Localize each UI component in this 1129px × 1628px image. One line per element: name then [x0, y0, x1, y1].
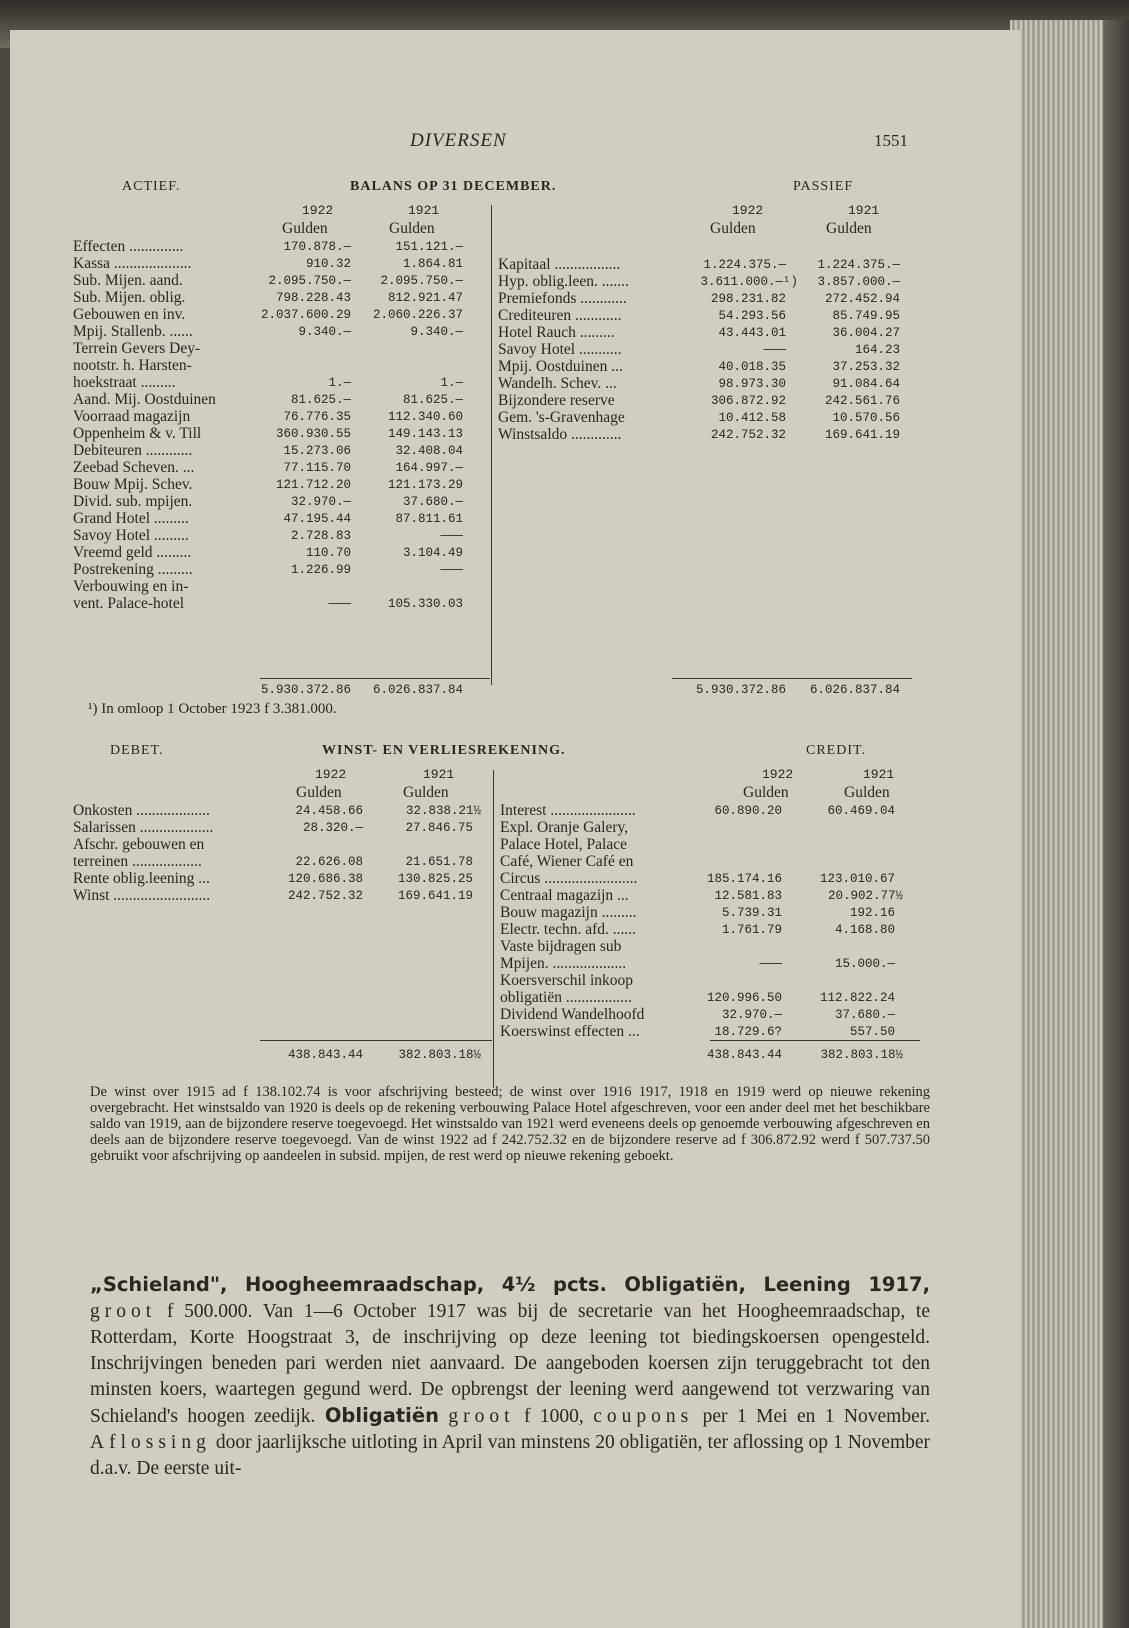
balans-title: BALANS OP 31 DECEMBER. — [350, 179, 557, 194]
schieland-amount: f 500.000. — [166, 1301, 253, 1322]
balans-actief-label: ACTIEF. — [122, 179, 181, 194]
winst-note-paragraph: De winst over 1915 ad f 138.102.74 is voor afschrijving besteed; de winst over 1916 1917, 1918 en 1919 werd op nieuwe rekening overgebracht. Het winstsaldo van 1920 is deels op de rekening verbouwing Palace Hotel afgeschreven, voor een ander deel met het beschikbare saldo van 1919, aan de bijzondere reserve toegevoegd. Het winstsaldo van 1921 werd eveneens deels op genoemde verbouwing afgeschreven en deels aan de bijzondere reserve toegevoegd. Van de winst 1922 ad f 242.752.32 en de bijzondere reserve ad f 306.872.92 werd f 507.737.50 gebruikt voor afschrijving op aandeelen in subsid. mpijen, de rest werd op nieuwe rekening geboekt. — [90, 1084, 930, 1164]
schieland-amount-2: f 1000, — [524, 1406, 584, 1427]
winst-total-rule-right — [710, 1040, 920, 1041]
winst-total-right-1922: 438.843.44 — [706, 1048, 782, 1062]
schieland-body-3: door jaarlijksche uitloting in April van minstens 20 obligatiën, ter aflossing op 1 November d.a.v. De eerste uit- — [90, 1432, 931, 1479]
running-header: DIVERSEN — [410, 130, 507, 151]
balans-footnote: ¹) In omloop 1 October 1923 f 3.381.000. — [88, 701, 337, 717]
winst-total-right-1921: 382.803.18½ — [820, 1048, 903, 1062]
winst-left-year-1922: 1922 — [315, 767, 347, 782]
winst-left-unit-1922: Gulden — [296, 784, 342, 801]
schieland-body-1: Van 1—6 October 1917 was bij de secretarie van het Hoogheemraadschap, te Rotterdam, Korte Hoogstraat 3, de inschrijving op deze leening tot biedingskoersen opengesteld. Inschrijvingen beneden pari werden niet aanvaard. De aangeboden koersen zijn teruggebracht tot den minsten koers, waartegen gegund werd. De opbrengst der leening werd aangewend tot verzwaring van Schieland's hoogen zeedijk. — [90, 1301, 930, 1427]
winst-total-left-1922: 438.843.44 — [287, 1048, 363, 1062]
winst-right-year-1922: 1922 — [762, 767, 794, 782]
balans-total-left-1921: 6.026.837.84 — [372, 683, 463, 697]
winst-right-unit-1921: Gulden — [844, 784, 890, 801]
book-page: DIVERSEN 1551 ACTIEF. BALANS OP 31 DECEMBER. PASSIEF 1922 1921 Gulden Gulden 1922 1921 Gulden Gulden Effecten .............. 170.878.— 151.121.— Kassa .................... 910.32 1.864.81 Sub. Mijen. aand. 2.095.750.— 2.095.750.— Sub. Mijen. oblig. 798.228.43 812.921.47 Gebouwen en inv. 2.037.600.29 2.060.226.37 Mpij. Stallenb. ...... 9.340.— 9.340.— Terrein Gevers Dey- nootstr. h. Harsten- hoekstraat ......... 1.— 1.— Aand. Mij. Oostduinen 81.625.— 81.625.— Voorraad magazijn 76.776.35 112.340.60 Oppenheim & v. Till 360.930.55 149.143.13 Debiteuren ............ 15.273.06 32.408.04 Zeebad Scheven. ... 77.115.70 164.997.— Bouw Mpij. Schev. 121.712.20 121.173.29 Divid. sub. mpijen. 32.970.— 37.680.— Grand Hotel ......... 47.195.44 87.811.61 Savoy Hotel ......... 2.728.83 ——— Vreemd geld ......... 110.70 3.104.49 Postrekening ......... 1.226.99 ——— Verbouwing en in- vent. Palace-hotel ——— 105.330.03 Kapitaal ................. 1.224.375.— 1.224.375.— Hyp. oblig.leen. ....... 3.611.000.—¹) 3.857.000.— Premiefonds ............ 298.231.82 272.452.94 Crediteuren ............ 54.293.56 85.749.95 Hotel Rauch ......... 43.443.01 36.004.27 Savoy Hotel ........... ——— 164.23 Mpij. Oostduinen ... 40.018.35 37.253.32 Wandelh. Schev. ... 98.973.30 91.084.64 Bijzondere reserve 306.872.92 242.561.76 Gem. 's-Gravenhage 10.412.58 10.570.56 Winstsaldo ............. 242.752.32 169.641.19 5.930.372.86 6.026.837.84 5.930.372.86 6.026.837.84 ¹) In omloop 1 October 1923 f 3.381.000. DEBET. WINST- EN VERLIESREKENING. CREDIT. 1922 1921 Gulden Gulden 1922 1921 Gulden Gulden Onkosten ................... 24.458.66 32.838.21½ Salarissen ................... 28.320.— 27.846.75 Afschr. gebouwen en terreinen .................. 22.626.08 21.651.78 Rente oblig.leening ... 120.686.38 130.825.25 Winst ......................... 242.752.32 169.641.19 Interest ...................... 60.890.20 60.469.04 Expl. Oranje Galery, Palace Hotel, Palace Café, Wiener Café en Circus ........................ 185.174.16 123.010.67 Centraal magazijn ... 12.581.83 20.902.77½ Bouw magazijn ......... 5.739.31 192.16 Electr. techn. afd. ...... 1.761.79 4.168.80 Vaste bijdragen sub Mpijen. ................... ——— 15.000.— Koersverschil inkoop obligatiën ................. 120.996.50 112.822.24 Dividend Wandelhoofd 32.970.— 37.680.— Koerswinst effecten ... 18.729.6? 557.50 438.843.44 382.803.18½ 438.843.44 382.803.18½ De winst over 1915 ad f 138.102.74 is voor afschrijving besteed; de winst over 1916 1917, 1918 en 1919 werd op nieuwe rekening overgebracht. Het winstsaldo van 1920 is deels op de rekening verbouwing Palace Hotel afgeschreven, voor een ander deel met het beschikbare saldo van 1919, aan de bijzondere reserve toegevoegd. Het winstsaldo van 1921 werd eveneens deels op genoemde verbouwing afgeschreven en deels aan de bijzondere reserve toegevoegd. Van de winst 1922 ad f 242.752.32 en de bijzondere reserve ad f 306.872.92 werd f 507.737.50 gebruikt voor afschrijving op aandeelen in subsid. mpijen, de rest werd op nieuwe rekening geboekt. „Schieland", Hoogheemraadschap, 4½ pcts. Obligatiën, Leening 1917, groot f 500.000. Van 1—6 October 1917 was bij de secretarie van het Hoogheemraadschap, te Rotterdam, Korte Hoogstraat 3, de inschrijving op deze leening tot biedingskoersen opengesteld. Inschrijvingen beneden pari werden niet aanvaard. De aangeboden koersen zijn teruggebracht tot den minsten koers, waartegen gegund werd. De opbrengst der leening werd aangewend tot verzwaring van Schieland's hoogen zeedijk. Obligatiën groot f 1000, coupons per 1 Mei en 1 November. Aflossing door jaarlijksche uitloting in April van minstens 20 obligatiën, ter aflossing op 1 November d.a.v. De eerste uit- — [10, 30, 1020, 1628]
winst-right-unit-1922: Gulden — [743, 784, 789, 801]
balans-right-year-1921: 1921 — [848, 203, 880, 218]
balans-passief-label: PASSIEF — [793, 179, 854, 194]
balans-left-year-1922: 1922 — [302, 203, 334, 218]
book-cover-edge — [1103, 20, 1129, 1628]
balans-left-year-1921: 1921 — [408, 203, 440, 218]
schieland-obligatien: Obligatiën — [324, 1404, 439, 1427]
balans-right-unit-1921: Gulden — [826, 220, 872, 237]
winst-debet-label: DEBET. — [110, 743, 164, 758]
schieland-body-2: per 1 Mei en 1 November. — [702, 1406, 931, 1427]
winst-left-unit-1921: Gulden — [403, 784, 449, 801]
balans-left-unit-1921: Gulden — [389, 220, 435, 237]
winst-title: WINST- EN VERLIESREKENING. — [322, 743, 566, 758]
balans-total-rule-left — [260, 678, 490, 679]
winst-left-year-1921: 1921 — [423, 767, 455, 782]
winst-total-left-1921: 382.803.18½ — [398, 1048, 481, 1062]
schieland-coupons: coupons — [593, 1406, 694, 1427]
balans-total-left-1922: 5.930.372.86 — [260, 683, 351, 697]
schieland-heading: „Schieland", Hoogheemraadschap, 4½ pcts. Obligatiën, Leening 1917, — [90, 1273, 930, 1296]
schieland-entry — [90, 1272, 930, 1482]
schieland-groot: groot — [90, 1301, 157, 1322]
winst-credit-label: CREDIT. — [806, 743, 867, 758]
balans-divider — [491, 205, 492, 685]
winst-divider — [493, 770, 494, 1088]
winst-right-year-1921: 1921 — [863, 767, 895, 782]
winst-total-rule-left — [260, 1040, 492, 1041]
balans-right-year-1922: 1922 — [732, 203, 764, 218]
balans-total-right-1922: 5.930.372.86 — [695, 683, 786, 697]
schieland-aflossing: Aflossing — [90, 1432, 211, 1453]
schieland-groot-2: groot — [448, 1406, 515, 1427]
page-number: 1551 — [874, 131, 908, 150]
balans-right-unit-1922: Gulden — [710, 220, 756, 237]
balans-total-rule-right — [672, 678, 912, 679]
balans-total-right-1921: 6.026.837.84 — [809, 683, 900, 697]
balans-left-unit-1922: Gulden — [282, 220, 328, 237]
